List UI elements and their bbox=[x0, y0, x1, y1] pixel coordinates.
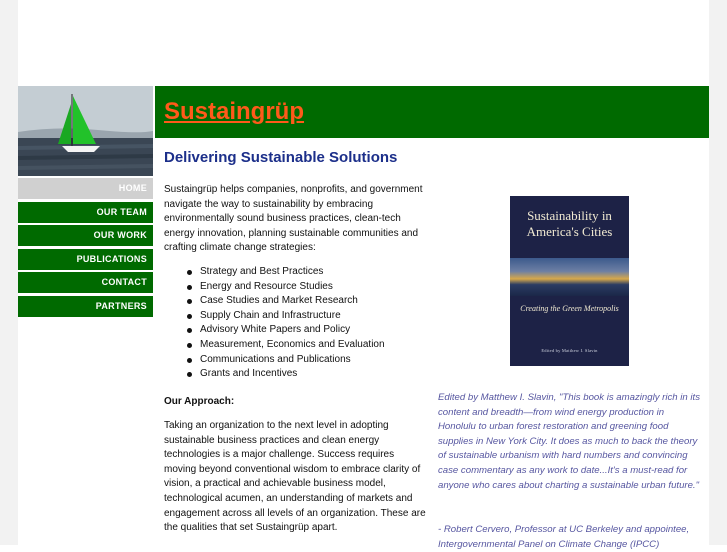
list-item: Grants and Incentives bbox=[164, 367, 426, 382]
book-cover-image[interactable] bbox=[510, 196, 629, 366]
nav-home[interactable]: HOME bbox=[18, 178, 153, 199]
list-item: Energy and Resource Studies bbox=[164, 280, 426, 295]
site-logo-link[interactable]: Sustaingrüp bbox=[164, 98, 305, 125]
book-subtitle: Creating the Green Metropolis bbox=[520, 304, 619, 313]
nav-publications[interactable]: PUBLICATIONS bbox=[18, 249, 153, 270]
testimonial-quote: Edited by Matthew I. Slavin, "This book is amazingly rich in its content and breadth—from wind energy production in Honolulu to urban forest restoration and greening food supplies in New York City. It does as much to back the theory of sustainable urbanism with hard numbers and convincing case commentary as any work to date...It's a must-read for anyone who cares about charting a sustainable urban future." bbox=[438, 392, 701, 491]
list-item: Measurement, Economics and Evaluation bbox=[164, 338, 426, 353]
approach-paragraph: Taking an organization to the next level in adopting sustainable business practices and clean energy technologies is a major challenge. Success requires moving beyond conventional wisdom to embrace clarity of vision, a practical and achievable business model, technological acumen, an understanding of markets and engagement across all levels of an organization. These are the qualities that set Sustaingrüp apart. bbox=[164, 420, 426, 534]
right-margin bbox=[709, 0, 727, 545]
list-item: Strategy and Best Practices bbox=[164, 265, 426, 280]
list-item: Supply Chain and Infrastructure bbox=[164, 309, 426, 324]
services-list bbox=[164, 265, 426, 382]
book-title: Sustainability in America's Cities bbox=[526, 208, 613, 239]
nav-contact[interactable]: CONTACT bbox=[18, 272, 153, 293]
list-item: Case Studies and Market Research bbox=[164, 294, 426, 309]
nav-partners[interactable]: PARTNERS bbox=[18, 296, 153, 317]
header-banner bbox=[155, 86, 709, 138]
approach-heading: Our Approach: bbox=[164, 396, 235, 407]
list-item: Advisory White Papers and Policy bbox=[164, 323, 426, 338]
intro-paragraph: Sustaingrüp helps companies, nonprofits, and government navigate the way to sustainability by embracing environmentally sound business practices, clean-tech energy innovation, planning sustainable communities and crafting climate change strategies: bbox=[164, 184, 423, 254]
testimonial-attribution: - Robert Cervero, Professor at UC Berkeley and appointee, Intergovernmental Panel on Climate Change (IPCC) bbox=[438, 524, 690, 550]
main-nav bbox=[18, 178, 153, 319]
book-editor: Edited by Matthew I. Slavin bbox=[541, 348, 598, 353]
list-item: Communications and Publications bbox=[164, 353, 426, 368]
sailboat-image bbox=[18, 86, 153, 176]
book-cityscape-band bbox=[510, 258, 629, 296]
page-title: Delivering Sustainable Solutions bbox=[164, 149, 398, 166]
left-margin bbox=[0, 0, 18, 545]
nav-our-work[interactable]: OUR WORK bbox=[18, 225, 153, 246]
nav-our-team[interactable]: OUR TEAM bbox=[18, 202, 153, 223]
